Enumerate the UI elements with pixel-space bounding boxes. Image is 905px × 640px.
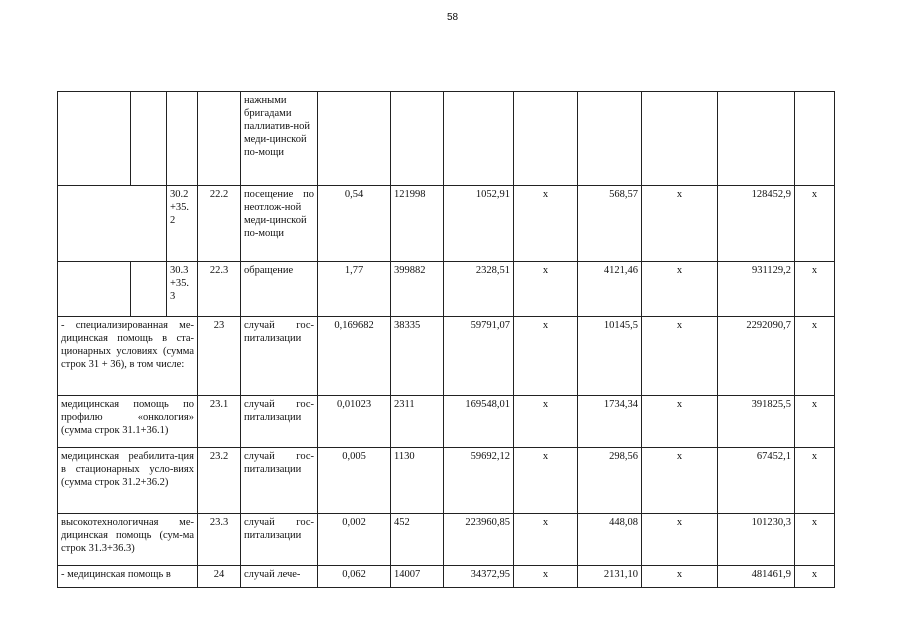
label-cell: высокотехнологичная ме-дицинская помощь (сум-ма строк 31.3+36.3) — [58, 514, 198, 566]
value-cell: 2131,10 — [578, 566, 642, 588]
table-row — [58, 317, 835, 396]
table-row — [58, 448, 835, 514]
value-cell: 121998 — [391, 186, 444, 262]
unit-cell: случай гос-питализации — [241, 396, 318, 448]
value-cell: 931129,2 — [718, 262, 795, 317]
value-cell: 2328,51 — [444, 262, 514, 317]
value-cell: 34372,95 — [444, 566, 514, 588]
unit-cell: обращение — [241, 262, 318, 317]
value-cell: х — [795, 448, 835, 514]
value-cell: 0,01023 — [318, 396, 391, 448]
table-row — [58, 396, 835, 448]
value-cell: 568,57 — [578, 186, 642, 262]
value-cell: х — [642, 566, 718, 588]
value-cell — [642, 92, 718, 186]
table-row — [58, 186, 835, 262]
page-number: 58 — [446, 12, 459, 23]
label-cell: медицинская помощь по профилю «онкология» (сумма строк 31.1+36.1) — [58, 396, 198, 448]
value-cell: х — [642, 186, 718, 262]
unit-cell: случай лече- — [241, 566, 318, 588]
value-cell — [795, 92, 835, 186]
value-cell: 391825,5 — [718, 396, 795, 448]
value-cell: 0,54 — [318, 186, 391, 262]
value-cell: 4121,46 — [578, 262, 642, 317]
value-cell: х — [514, 448, 578, 514]
unit-cell: случай гос-питализации — [241, 448, 318, 514]
value-cell: х — [795, 317, 835, 396]
code-cell: 30.3 +35. 3 — [167, 262, 198, 317]
table-row — [58, 566, 835, 588]
value-cell: 223960,85 — [444, 514, 514, 566]
row-number-cell — [198, 92, 241, 186]
value-cell: 128452,9 — [718, 186, 795, 262]
value-cell — [514, 92, 578, 186]
value-cell: 1052,91 — [444, 186, 514, 262]
label-cell: медицинская реабилита-ция в стационарных усло-виях (сумма строк 31.2+36.2) — [58, 448, 198, 514]
value-cell: 1130 — [391, 448, 444, 514]
value-cell: х — [514, 262, 578, 317]
label-cell: - специализированная ме-дицинская помощь в ста-ционарных условиях (сумма строк 31 + 36), в том числе: — [58, 317, 198, 396]
row-number-cell: 22.3 — [198, 262, 241, 317]
value-cell: 2311 — [391, 396, 444, 448]
value-cell — [578, 92, 642, 186]
row-number-cell: 23.3 — [198, 514, 241, 566]
value-cell: х — [795, 396, 835, 448]
value-cell: 452 — [391, 514, 444, 566]
value-cell: х — [514, 186, 578, 262]
value-cell — [718, 92, 795, 186]
value-cell: 67452,1 — [718, 448, 795, 514]
value-cell: х — [642, 396, 718, 448]
value-cell: 1,77 — [318, 262, 391, 317]
label-cell — [58, 262, 131, 317]
blank-cell — [131, 92, 167, 186]
row-number-cell: 23 — [198, 317, 241, 396]
value-cell: 298,56 — [578, 448, 642, 514]
value-cell: 59692,12 — [444, 448, 514, 514]
value-cell: 448,08 — [578, 514, 642, 566]
value-cell: 399882 — [391, 262, 444, 317]
value-cell: 14007 — [391, 566, 444, 588]
value-cell — [391, 92, 444, 186]
value-cell: х — [642, 262, 718, 317]
code-cell — [167, 92, 198, 186]
value-cell: 2292090,7 — [718, 317, 795, 396]
code-cell: 30.2 +35. 2 — [167, 186, 198, 262]
value-cell: х — [514, 514, 578, 566]
label-cell — [58, 186, 167, 262]
value-cell — [444, 92, 514, 186]
value-cell — [318, 92, 391, 186]
row-number-cell: 23.1 — [198, 396, 241, 448]
unit-cell: случай гос-питализации — [241, 514, 318, 566]
blank-cell — [131, 262, 167, 317]
value-cell: 101230,3 — [718, 514, 795, 566]
value-cell: х — [795, 514, 835, 566]
table-row — [58, 92, 835, 186]
value-cell: 481461,9 — [718, 566, 795, 588]
table-row — [58, 514, 835, 566]
unit-cell: случай гос-питализации — [241, 317, 318, 396]
value-cell: х — [514, 396, 578, 448]
label-cell: - медицинская помощь в — [58, 566, 198, 588]
value-cell: х — [795, 262, 835, 317]
value-cell: 0,005 — [318, 448, 391, 514]
row-number-cell: 23.2 — [198, 448, 241, 514]
value-cell: 169548,01 — [444, 396, 514, 448]
value-cell: х — [795, 186, 835, 262]
row-number-cell: 22.2 — [198, 186, 241, 262]
unit-cell: нажными бригадами паллиатив-ной меди-цинской по-мощи — [241, 92, 318, 186]
value-cell: 1734,34 — [578, 396, 642, 448]
value-cell: 59791,07 — [444, 317, 514, 396]
value-cell: х — [642, 448, 718, 514]
row-number-cell: 24 — [198, 566, 241, 588]
value-cell: х — [514, 566, 578, 588]
value-cell: х — [514, 317, 578, 396]
value-cell: 0,062 — [318, 566, 391, 588]
label-cell — [58, 92, 131, 186]
value-cell: 0,002 — [318, 514, 391, 566]
table-row — [58, 262, 835, 317]
value-cell: 10145,5 — [578, 317, 642, 396]
value-cell: 0,169682 — [318, 317, 391, 396]
value-cell: х — [795, 566, 835, 588]
data-table — [57, 91, 835, 588]
value-cell: 38335 — [391, 317, 444, 396]
value-cell: х — [642, 514, 718, 566]
value-cell: х — [642, 317, 718, 396]
unit-cell: посещение по неотлож-ной меди-цинской по-мощи — [241, 186, 318, 262]
